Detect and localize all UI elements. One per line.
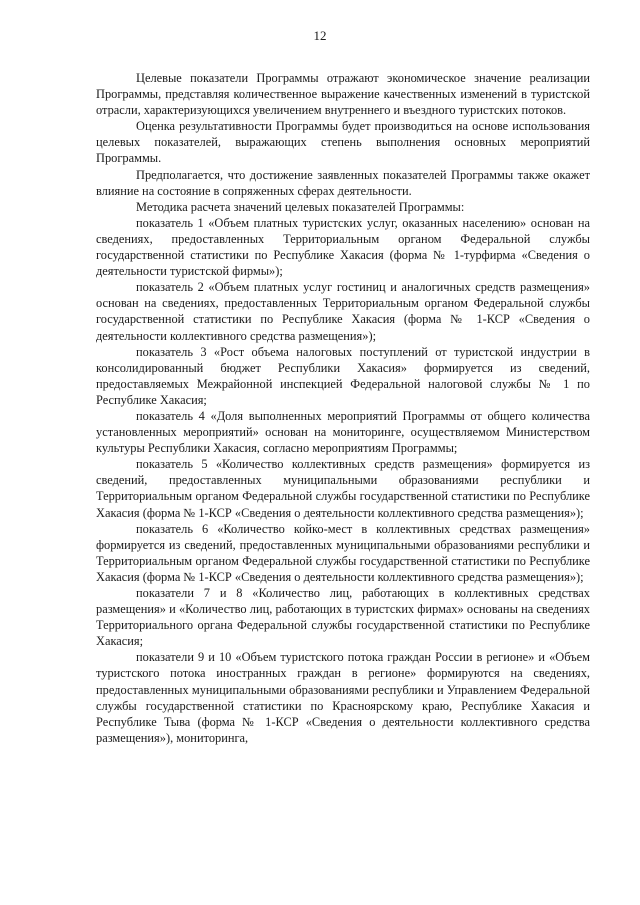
paragraph-methodology-heading: Методика расчета значений целевых показателей Программы: — [136, 199, 465, 214]
paragraph-target-indicators: Целевые показатели Программы отражают экономическое значение реализации Программы, представляя количественное выражение качественных изменений в туристской отрасли, характеризующихся увеличением внутреннего и въездного туристских потоков. — [96, 71, 590, 118]
paragraph-indicator-1: показатель 1 «Объем платных туристских услуг, оказанных населению» основан на сведениях, предоставленных Территориальным органом Федеральной службы государственной статистики по Республике Хакасия (форма № 1-турфирма «Сведения о деятельности туристской фирмы»); — [96, 215, 590, 279]
paragraph-indicator-3: показатель 3 «Рост объема налоговых поступлений от туристской индустрии в консолидированный бюджет Республики Хакасия» формируется из сведений, предоставляемых Межрайонной инспекцией Федеральной налоговой службы № 1 по Республике Хакасия; — [96, 344, 590, 407]
paragraph-indicator-5: показатель 5 «Количество коллективных средств размещения» формируется из сведений, предоставленных муниципальными образованиями республики и Территориальным органом Федеральной службы государственной статистики по Республике Хакасия (форма № 1-КСР «Сведения о деятельности коллективного средства размещения»); — [96, 457, 590, 520]
paragraph-effectiveness-assessment: Оценка результативности Программы будет производиться на основе использования целевых показателей, выражающих степень выполнения основных мероприятий Программы. — [96, 119, 590, 166]
page-number: 12 — [313, 28, 327, 43]
paragraph-indicator-4: показатель 4 «Доля выполненных мероприятий Программы от общего количества установленных мероприятий» основан на мониторинге, осуществляемом Министерством культуры Республики Хакасия, согласно мероприятиям Программы; — [96, 408, 590, 456]
paragraph-indicator-2: показатель 2 «Объем платных услуг гостиниц и аналогичных средств размещения» основан на сведениях, предоставленных Территориальным органом Федеральной службы государственной статистики по Республике Хакасия (форма № 1-КСР «Сведения о деятельности коллективного средства размещения»); — [96, 280, 590, 343]
document-body — [96, 70, 590, 746]
paragraph-indicator-6: показатель 6 «Количество койко-мест в коллективных средствах размещения» формируется из сведений, предоставленных муниципальными образованиями республики и Территориальным органом Федеральной службы государственной статистики по Республике Хакасия (форма № 1-КСР «Сведения о деятельности коллективного средства размещения»); — [96, 521, 590, 584]
paragraph-indicators-9-10: показатели 9 и 10 «Объем туристского потока граждан России в регионе» и «Объем туристского потока иностранных граждан в регионе» формируются на сведениях, предоставленных муниципальными образованиями республики и Управлением Федеральной службы государственной статистики по Красноярскому краю, Республике Хакасия и Республике Тыва (форма № 1-КСР «Сведения о деятельности коллективного средства размещения»), мониторинга, — [96, 650, 590, 745]
paragraph-expected-impact: Предполагается, что достижение заявленных показателей Программы также окажет влияние на состояние в сопряженных сферах деятельности. — [96, 167, 590, 198]
paragraph-indicators-7-8: показатели 7 и 8 «Количество лиц, работающих в коллективных средствах размещения» и «Количество лиц, работающих в туристских фирмах» основаны на сведениях Территориального органа Федеральной службы государственной статистики по Республике Хакасия; — [96, 586, 590, 649]
